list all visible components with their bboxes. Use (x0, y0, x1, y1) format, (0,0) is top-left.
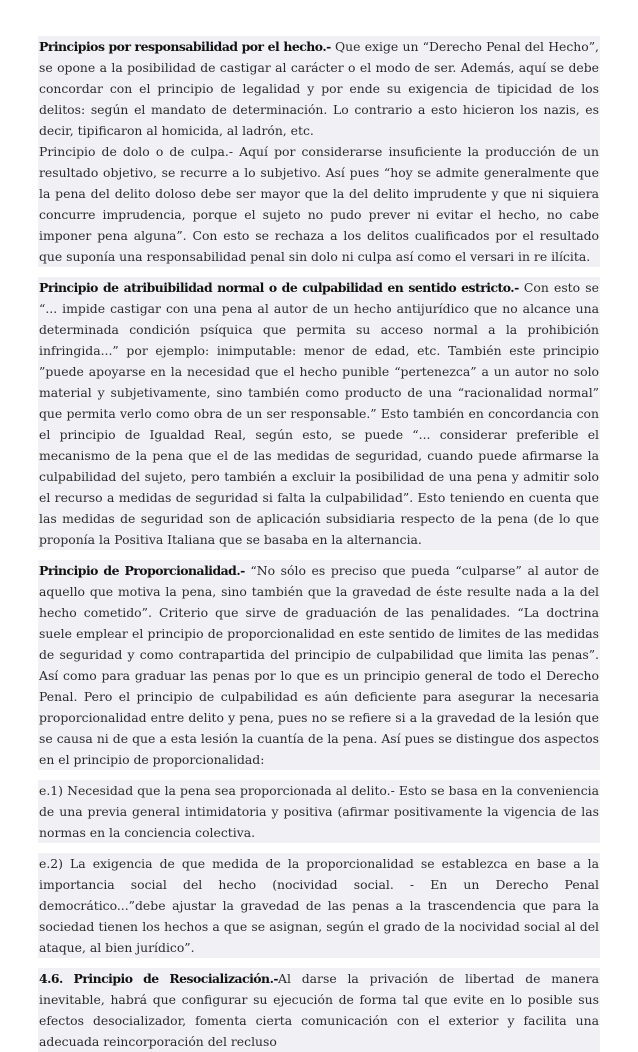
paragraph-e1 (38, 780, 600, 843)
paragraph-atribuibilidad (38, 277, 600, 550)
paragraph-text: e.1) Necesidad que la pena sea proporcionada al delito.- Esto se basa en la conveniencia de una previa general intimidatoria y positiva (afirmar positivamente la vigencia de las normas en la conciencia colectiva. (39, 783, 599, 840)
document-page (38, 36, 600, 1052)
paragraph-text: Que exige un “Derecho Penal del Hecho”, se opone a la posibilidad de castigar al carácter o el modo de ser. Además, aquí se debe concordar con el principio de legalidad y por ende su exigencia de tipicidad de los delitos: según el mandato de determinación. Lo contrario a esto hicieron los nazis, es decir, tipificaron al homicida, al ladrón, etc. (39, 39, 600, 138)
paragraph-text: e.2) La exigencia de que medida de la proporcionalidad se establezca en base a la importancia social del hecho (nocividad social. - En un Derecho Penal democrático...”debe ajustar la gravedad de las penas a la trascendencia que para la sociedad tienen los hechos a que se asignan, según el grado de la nocividad social al del ataque, al bien jurídico”. (39, 856, 599, 955)
paragraph-text: Con esto se “... impide castigar con una pena al autor de un hecho antijurídico que no alcance una determinada condición psíquica que permita su acceso normal a la prohibición infringida...” por ejemplo: inimputable: menor de edad, etc. También este principio ”puede apoyarse en la necesidad que el hecho punible “pertenezca” a un autor no solo material y subjetivamente, sino también como producto de una “racionalidad normal” que permita verlo como obra de un ser responsable.” Esto también en concordancia con el principio de Igualdad Real, según esto, se puede “... considerar preferible el mecanismo de la pena que el de las medidas de seguridad, cuando puede afirmarse la culpabilidad del sujeto, pero también a excluir la posibilidad de una pena y admitir solo el recurso a medidas de seguridad si falta la culpabilidad”. Esto teniendo en cuenta que las medidas de seguridad son de aplicación subsidiaria respecto de la pena (de lo que proponía la Positiva Italiana que se basaba en la alternancia. (39, 280, 599, 547)
heading-atribuibilidad: Principio de atribuibilidad normal o de culpabilidad en sentido estricto.- (39, 280, 519, 295)
paragraph-dolo-culpa: Principio de dolo o de culpa.- Aquí por considerarse insuficiente la producción de un resultado objetivo, se recurre a lo subjetivo. Así pues “hoy se admite generalmente que la pena del delito doloso debe ser mayor que la del delito imprudente y que ni siquiera concurre imprudencia, porque el sujeto no pudo prever ni evitar el hecho, no cabe imponer pena alguna”. Con esto se rechaza a los delitos cualificados por el resultado que suponía una responsabilidad penal sin dolo ni culpa así como el versari in re ilícita. (39, 144, 599, 264)
heading-responsabilidad-hecho: Principios por responsabilidad por el hecho.- (39, 39, 331, 54)
paragraph-text: “No sólo es preciso que pueda “culparse” al autor de aquello que motiva la pena, sino también que la gravedad de éste resulte nada a la del hecho cometido”. Criterio que sirve de graduación de las penalidades. “La doctrina suele emplear el principio de proporcionalidad en este sentido de limites de las medidas de seguridad y como contrapartida del principio de culpabilidad que limita las penas”. Así como para graduar las penas por lo que es un principio general de todo el Derecho Penal. Pero el principio de culpabilidad es aún deficiente para asegurar la necesaria proporcionalidad entre delito y pena, pues no se refiere si a la gravedad de la lesión que se causa ni de que a esta lesión la cuantía de la pena. Así pues se distingue dos aspectos en el principio de proporcionalidad: (39, 563, 600, 767)
paragraph-resocializacion (38, 968, 600, 1052)
paragraph-text: Al darse la privación de libertad de manera inevitable, habrá que configurar su ejecución de forma tal que evite en lo posible sus efectos desocializador, fomenta cierta comunicación con el exterior y facilita una adecuada reincorporación del recluso (39, 971, 600, 1049)
paragraph-responsabilidad-hecho (38, 36, 600, 267)
heading-resocializacion: 4.6. Principio de Resocialización.- (39, 971, 279, 986)
paragraph-proporcionalidad (38, 560, 600, 770)
paragraph-e2 (38, 853, 600, 958)
heading-proporcionalidad: Principio de Proporcionalidad.- (39, 563, 245, 578)
